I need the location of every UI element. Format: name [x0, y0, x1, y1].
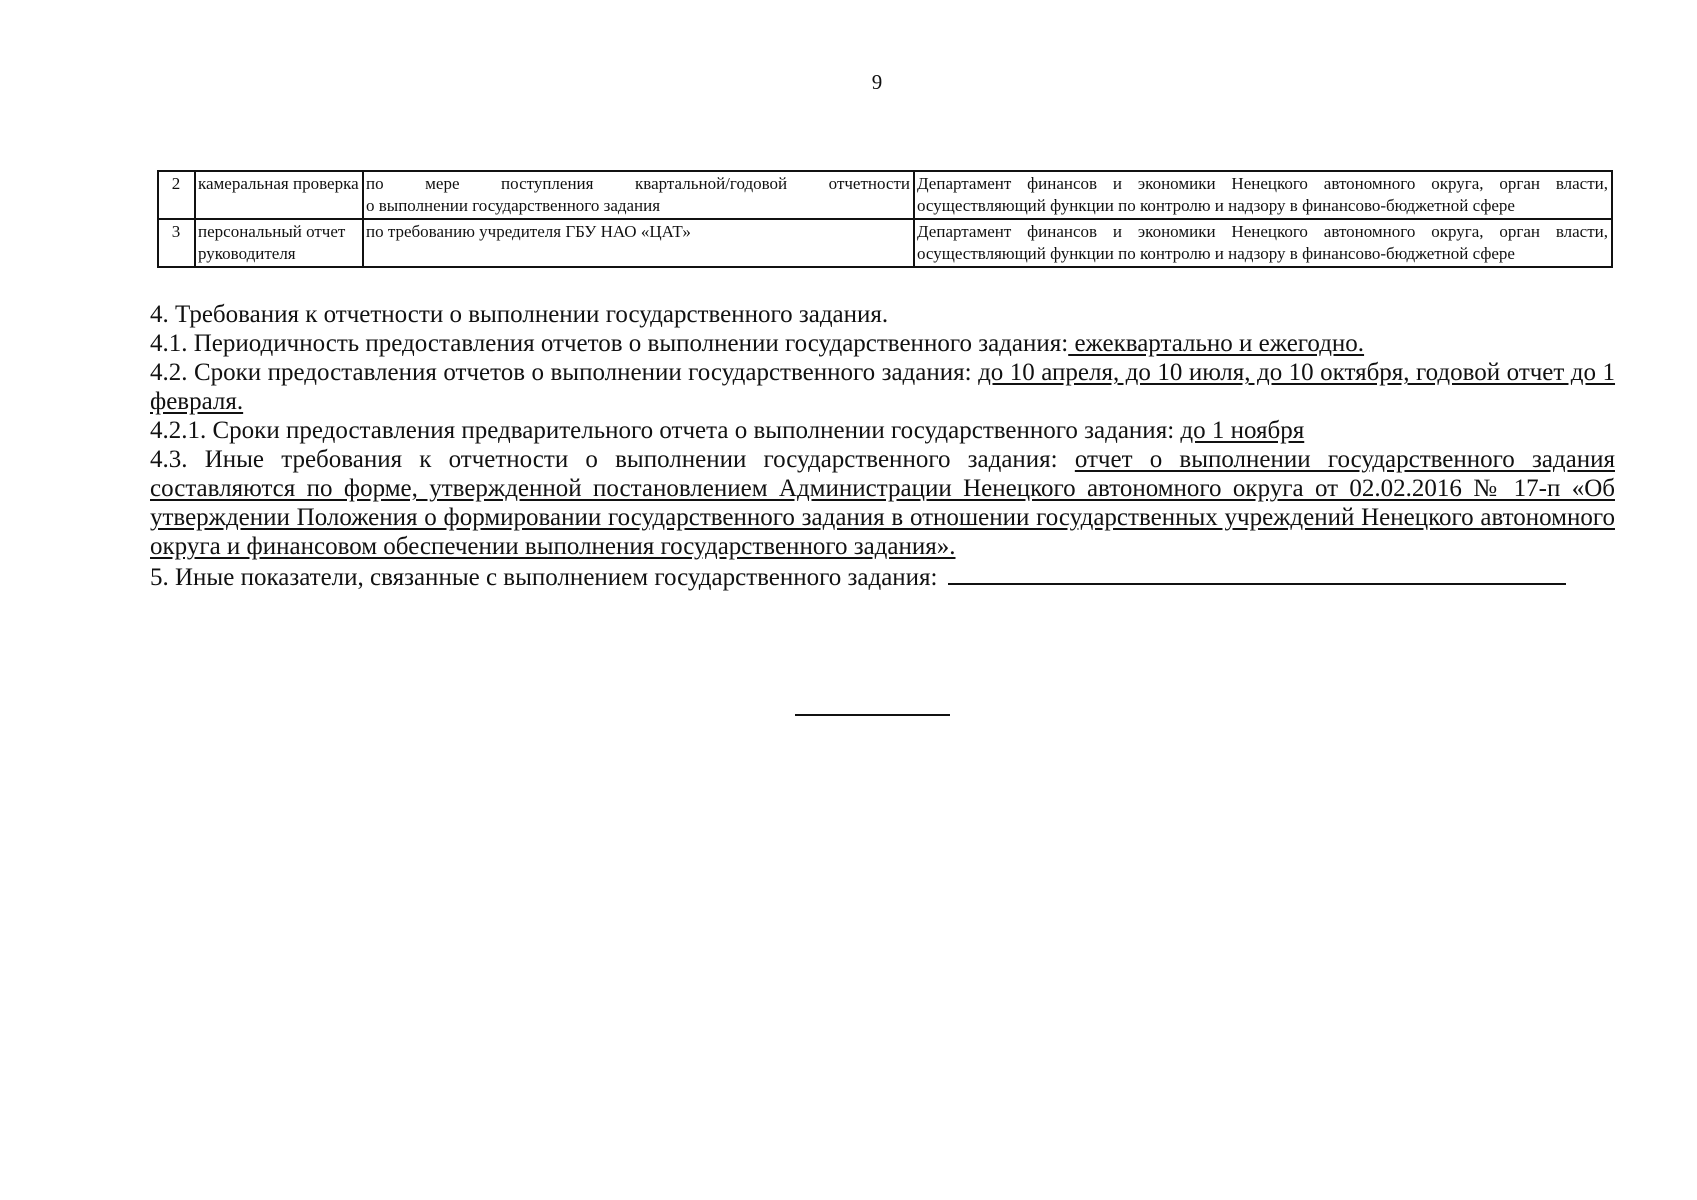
periodicity-line-1: по мере поступления квартальной/годовой отчетности: [366, 174, 910, 193]
control-periodicity: [363, 171, 914, 219]
section-4-2-1-label: 4.2.1. Сроки предоставления предварительного отчета о выполнении государственного задания:: [150, 417, 1181, 444]
control-authority: Департамент финансов и экономики Ненецкого автономного округа, орган власти, осуществляющий функции по контролю и надзору в финансово-бюджетной сфере: [914, 171, 1612, 219]
blank-fill-line: [948, 561, 1566, 585]
section-4-3: [150, 445, 1615, 561]
reporting-requirements: [150, 300, 1615, 592]
table-row: [158, 219, 1612, 267]
section-4-2-1-value: до 1 ноября: [1180, 417, 1305, 444]
section-4-3-label: 4.3. Иные требования к отчетности о выполнении государственного задания:: [150, 446, 1075, 473]
control-authority: Департамент финансов и экономики Ненецкого автономного округа, орган власти, осуществляющий функции по контролю и надзору в финансово-бюджетной сфере: [914, 219, 1612, 267]
section-4-3-value: отчет о выполнении государственного задания составляются по форме, утвержденной постановлением Администрации Ненецкого автономного округа от 02.02.2016 № 17-п «Об утверждении Положения о формировании государственного задания в отношении государственных учреждений Ненецкого автономного округа и финансовом обеспечении выполнения государственного задания».: [150, 446, 1615, 560]
section-4-2-value: до 10 апреля, до 10 июля, до 10 октября, годовой отчет до 1 февраля.: [150, 359, 1616, 415]
control-table: [157, 170, 1613, 268]
section-5: [150, 561, 1615, 592]
section-5-label: 5. Иные показатели, связанные с выполнением государственного задания:: [150, 564, 944, 591]
control-form: персональный отчет руководителя: [195, 219, 363, 267]
section-4-2: [150, 358, 1615, 416]
section-4-1-value: ежеквартально и ежегодно.: [1068, 330, 1365, 357]
section-4-1: [150, 329, 1615, 358]
section-4-2-1: [150, 416, 1615, 445]
row-number: 2: [158, 171, 195, 219]
section-4-heading: 4. Требования к отчетности о выполнении государственного задания.: [150, 301, 889, 328]
row-number: 3: [158, 219, 195, 267]
control-periodicity: по требованию учредителя ГБУ НАО «ЦАТ»: [363, 219, 914, 267]
end-divider: [795, 714, 950, 716]
section-4-2-label: 4.2. Сроки предоставления отчетов о выполнении государственного задания:: [150, 359, 979, 386]
control-form: камеральная проверка: [195, 171, 363, 219]
section-4-1-label: 4.1. Периодичность предоставления отчетов о выполнении государственного задания:: [150, 330, 1069, 357]
table-row: [158, 171, 1612, 219]
page-number: 9: [871, 70, 883, 94]
periodicity-line-2: о выполнении государственного задания: [366, 196, 661, 215]
